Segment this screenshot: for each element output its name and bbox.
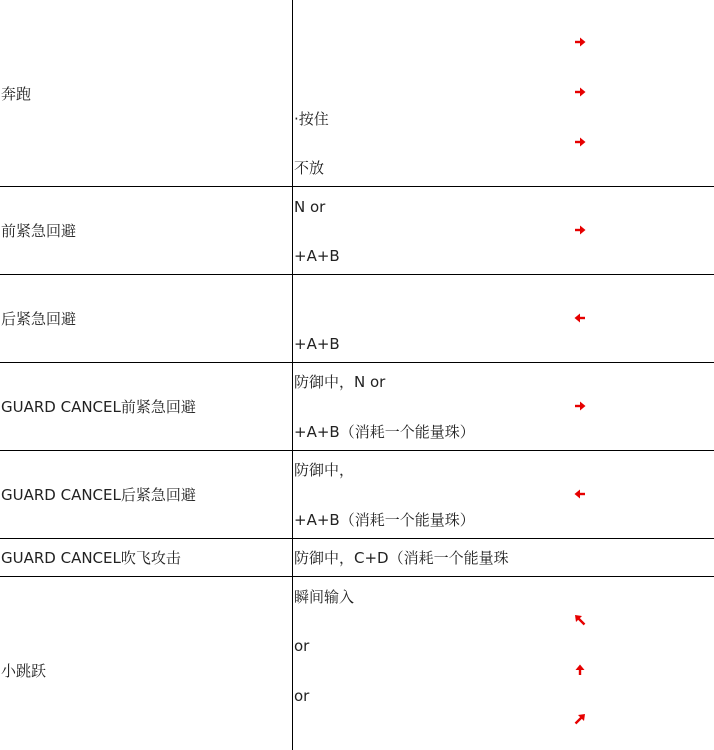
command-line: 防御中，N or xyxy=(294,373,386,391)
table-row xyxy=(0,0,714,187)
arrow-right-icon xyxy=(574,136,586,148)
arrow-right-icon xyxy=(574,36,586,48)
table-row xyxy=(0,577,714,750)
move-name: GUARD CANCEL吹飞攻击 xyxy=(1,549,181,567)
arrow-left-icon xyxy=(574,488,586,500)
table-row xyxy=(0,275,714,363)
arrow-right-icon xyxy=(574,86,586,98)
move-name: 前紧急回避 xyxy=(1,222,77,240)
arrow-right-icon xyxy=(574,400,586,412)
arrow-up-left-icon xyxy=(574,614,586,626)
arrow-up-icon xyxy=(574,664,586,676)
command-line: or xyxy=(294,687,310,705)
arrow-right-icon xyxy=(574,224,586,236)
command-line: ·按住 xyxy=(294,110,329,128)
table-row xyxy=(0,451,714,539)
move-name: 奔跑 xyxy=(1,85,32,103)
move-name: GUARD CANCEL前紧急回避 xyxy=(1,398,196,416)
command-line: N or xyxy=(294,198,326,216)
command-line: 不放 xyxy=(294,159,325,177)
command-line: +A+B xyxy=(294,335,340,353)
command-line: +A+B xyxy=(294,247,340,265)
move-name: GUARD CANCEL后紧急回避 xyxy=(1,486,196,504)
move-name: 小跳跃 xyxy=(1,662,47,680)
table-row xyxy=(0,539,714,577)
command-line: +A+B（消耗一个能量珠） xyxy=(294,423,475,441)
move-name: 后紧急回避 xyxy=(1,310,77,328)
command-line: 瞬间输入 xyxy=(294,588,355,606)
table-row xyxy=(0,187,714,275)
command-line: or xyxy=(294,637,310,655)
arrow-left-icon xyxy=(574,312,586,324)
arrow-up-right-icon xyxy=(574,713,586,725)
column-divider xyxy=(292,0,293,750)
table-row xyxy=(0,363,714,451)
command-line: +A+B（消耗一个能量珠） xyxy=(294,511,475,529)
command-line: 防御中，C+D（消耗一个能量珠 xyxy=(294,549,509,567)
command-line: 防御中， xyxy=(294,461,355,479)
